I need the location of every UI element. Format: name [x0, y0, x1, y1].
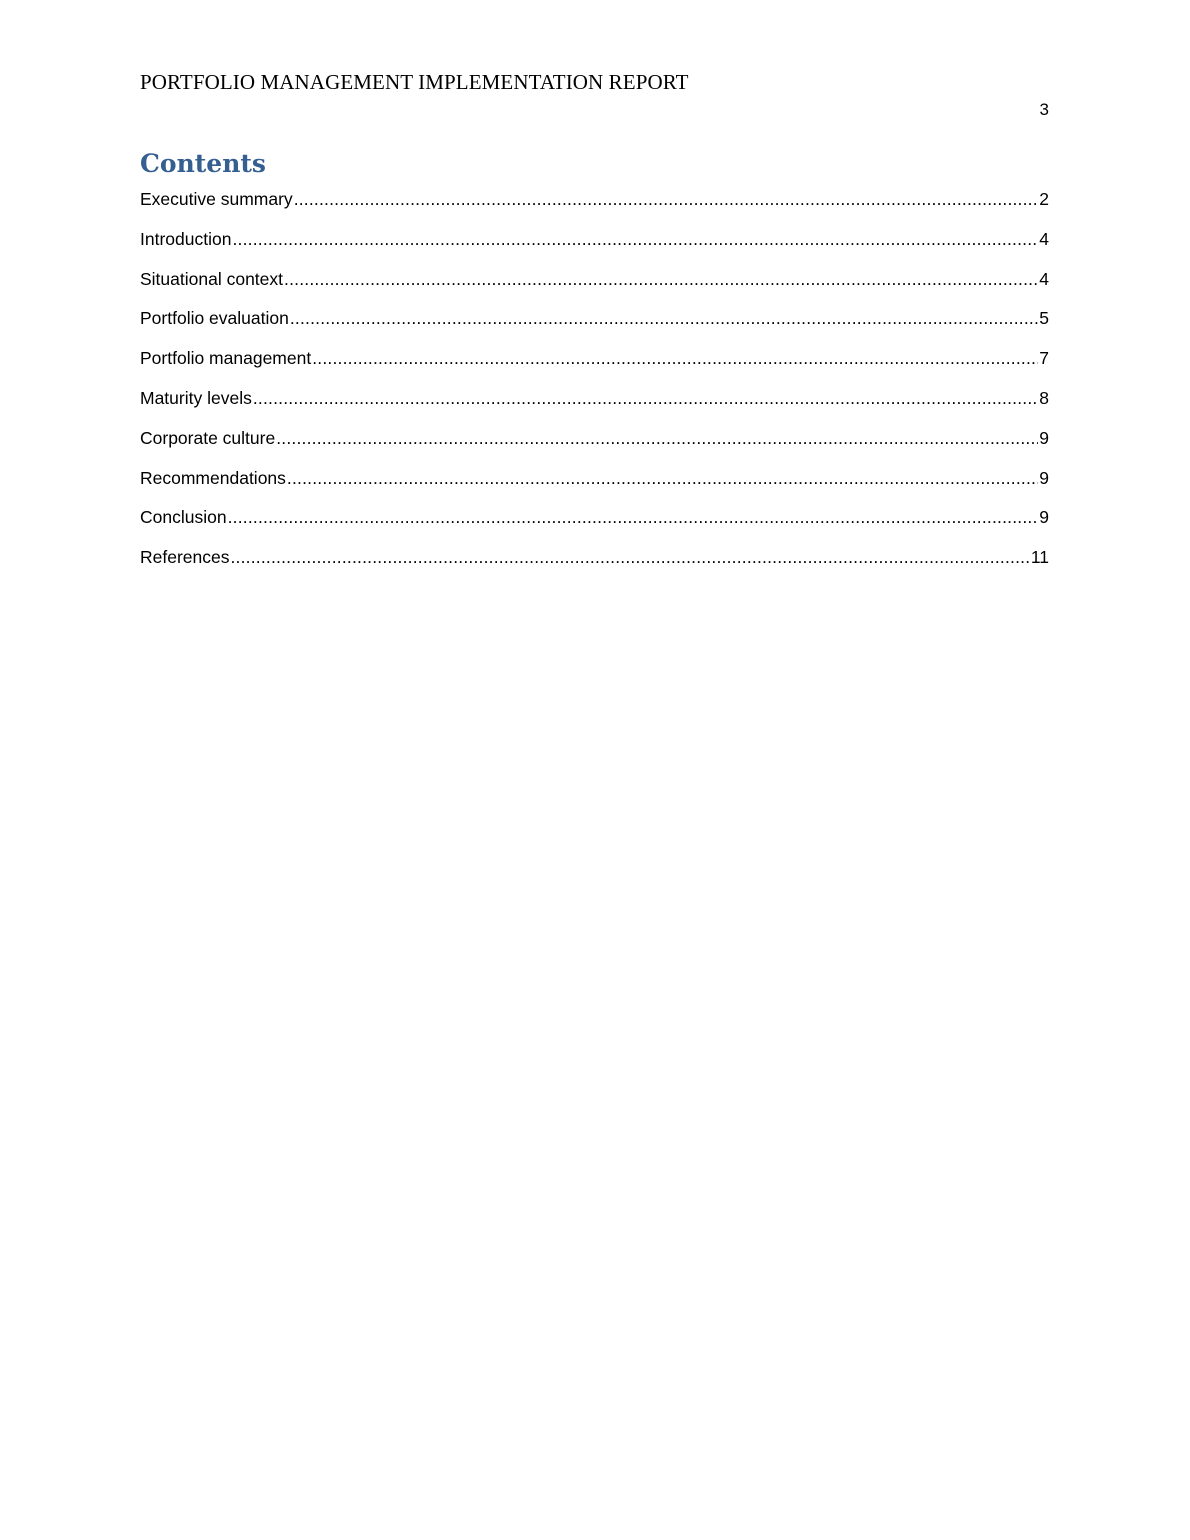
toc-dot-leader: [228, 505, 1039, 529]
toc-entry-page: 9: [1039, 467, 1049, 488]
toc-entry-portfolio-evaluation[interactable]: [140, 306, 1049, 346]
toc-entry-title: Portfolio management: [140, 348, 312, 369]
toc-entry-title: Portfolio evaluation: [140, 308, 289, 329]
toc-entry-situational-context[interactable]: [140, 267, 1049, 307]
toc-heading: Contents: [140, 149, 267, 178]
toc-dot-leader: [231, 545, 1030, 569]
toc-entry-page: 8: [1039, 387, 1049, 408]
toc-dot-leader: [312, 346, 1038, 370]
table-of-contents: [140, 187, 1049, 585]
toc-dot-leader: [284, 267, 1038, 291]
toc-entry-conclusion[interactable]: [140, 505, 1049, 545]
toc-entry-title: Conclusion: [140, 507, 227, 528]
toc-entry-title: References: [140, 547, 230, 568]
toc-entry-portfolio-management[interactable]: [140, 346, 1049, 386]
page-number: 3: [1039, 100, 1049, 119]
toc-entry-title: Situational context: [140, 268, 284, 289]
toc-dot-leader: [232, 227, 1038, 251]
toc-dot-leader: [276, 426, 1038, 450]
toc-entry-recommendations[interactable]: [140, 466, 1049, 506]
toc-entry-executive-summary[interactable]: [140, 187, 1049, 227]
toc-entry-page: 4: [1039, 268, 1049, 289]
toc-entry-page: 2: [1039, 189, 1049, 209]
toc-entry-title: Recommendations: [140, 467, 286, 488]
toc-dot-leader: [287, 466, 1038, 490]
toc-entry-title: Maturity levels: [140, 387, 252, 408]
toc-entry-corporate-culture[interactable]: [140, 426, 1049, 466]
toc-entry-title: Executive summary: [140, 189, 293, 209]
toc-entry-page: 11: [1030, 547, 1049, 568]
toc-entry-maturity-levels[interactable]: [140, 386, 1049, 426]
toc-dot-leader: [290, 306, 1038, 330]
toc-entry-title: Corporate culture: [140, 427, 276, 448]
toc-entry-page: 7: [1039, 348, 1049, 369]
toc-entry-title: Introduction: [140, 228, 232, 249]
toc-entry-introduction[interactable]: [140, 227, 1049, 267]
toc-entry-page: 9: [1039, 507, 1049, 528]
toc-entry-references[interactable]: [140, 545, 1049, 585]
toc-dot-leader: [294, 187, 1039, 211]
running-header-title: PORTFOLIO MANAGEMENT IMPLEMENTATION REPORT: [140, 70, 689, 94]
toc-entry-page: 9: [1039, 427, 1049, 448]
toc-dot-leader: [253, 386, 1038, 410]
toc-entry-page: 4: [1039, 228, 1049, 249]
toc-entry-page: 5: [1039, 308, 1049, 329]
